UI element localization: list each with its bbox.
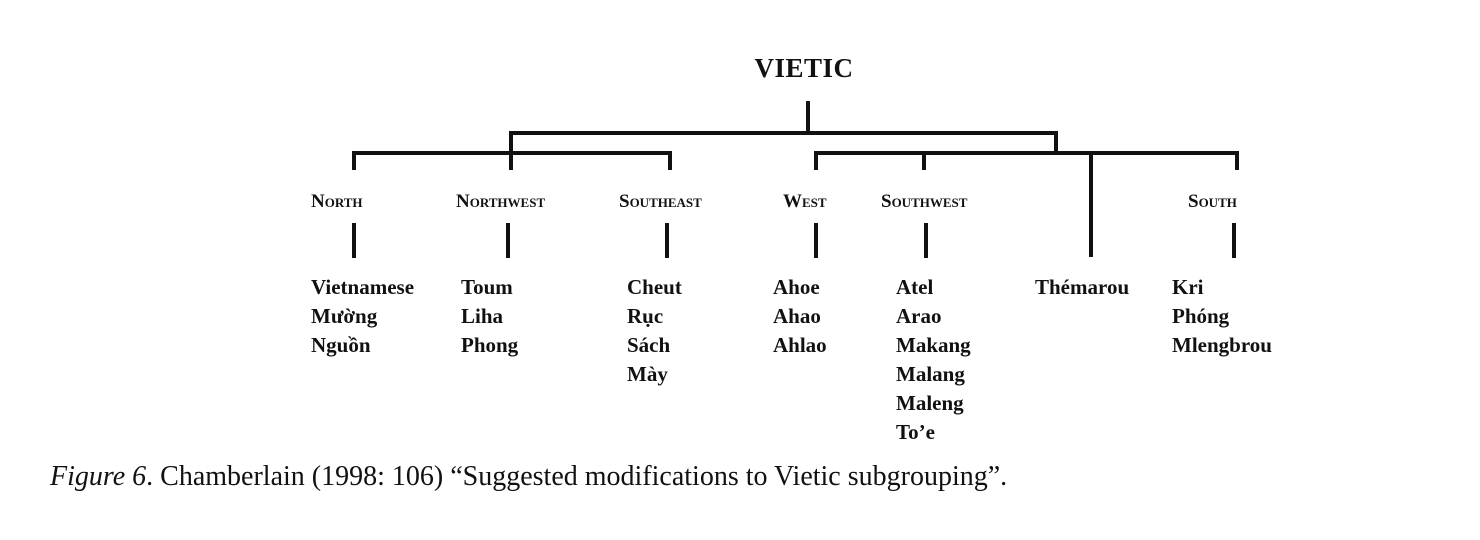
language-item: Toum	[461, 275, 513, 299]
language-list-southeast	[627, 275, 682, 386]
language-item: Cheut	[627, 275, 682, 299]
language-item: Malang	[896, 362, 965, 386]
group-label-south: South	[1188, 191, 1237, 212]
language-list-west	[773, 275, 827, 357]
language-item: Phong	[461, 333, 519, 357]
language-item: Ahao	[773, 304, 821, 328]
language-item: Thémarou	[1035, 275, 1130, 299]
language-item: Rục	[627, 304, 664, 328]
language-list-northwest	[461, 275, 519, 357]
language-list-north	[311, 275, 414, 357]
language-item: Mlengbrou	[1172, 333, 1272, 357]
language-item: Vietnamese	[311, 275, 415, 299]
figure-caption	[50, 461, 1007, 493]
group-label-west: West	[783, 191, 827, 212]
language-item: Mày	[627, 362, 668, 386]
language-item: Makang	[896, 333, 971, 357]
group-label-southwest: Southwest	[881, 191, 968, 212]
language-item: Mường	[311, 304, 378, 328]
group-label-northwest: Northwest	[456, 191, 546, 212]
caption-text: . Chamberlain (1998: 106) “Suggested modifications to Vietic subgrouping”.	[146, 461, 1008, 492]
language-list-south	[1172, 275, 1272, 357]
tree-connectors	[354, 103, 1237, 256]
language-item: To’e	[896, 420, 935, 444]
group-label-southeast: Southeast	[619, 191, 702, 212]
language-item: Ahlao	[773, 333, 827, 357]
language-item: Arao	[896, 304, 942, 328]
language-list-southwest	[896, 275, 971, 444]
language-item: Ahoe	[773, 275, 820, 299]
language-item: Maleng	[896, 391, 964, 415]
language-item: Phóng	[1172, 304, 1230, 328]
language-item: Kri	[1172, 275, 1204, 299]
language-item: Nguồn	[311, 333, 371, 357]
group-label-north: North	[311, 191, 363, 212]
language-item: Atel	[896, 275, 934, 299]
figure-label: Figure 6	[50, 461, 147, 492]
language-item: Sách	[627, 333, 671, 357]
language-item: Liha	[461, 304, 504, 328]
language-list-themarou	[1035, 275, 1129, 299]
root-label: VIETIC	[754, 53, 854, 83]
